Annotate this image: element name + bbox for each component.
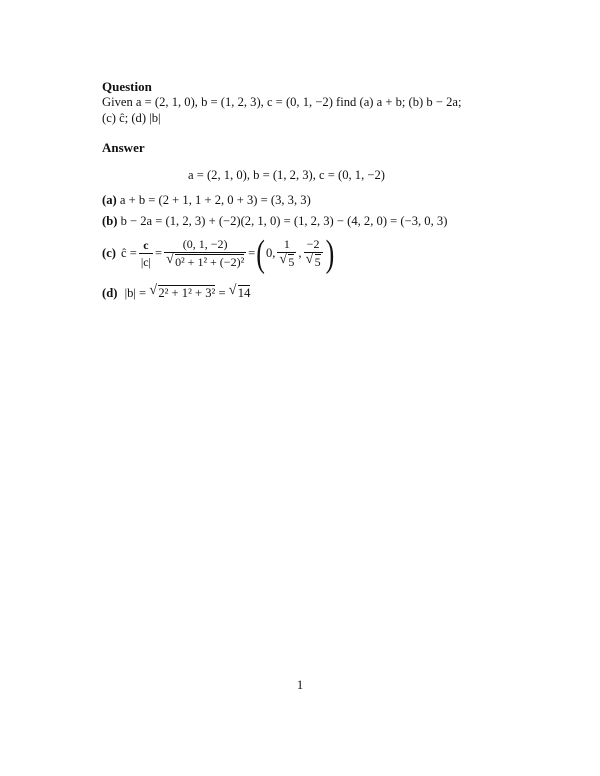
question-heading: Question: [102, 79, 152, 94]
part-c: (c) ĉ = $\frac{c}{|c|}$ = (0, 1, −2) √ 0² + 1² + (−2)² = ( 0, 1 √ 5 , −2 √ 5 ): [102, 237, 335, 270]
question-line-1: Given a = (2, 1, 0), b = (1, 2, 3), c = (0, 1, −2) find (a) a + b; (b) b − 2a;: [102, 95, 462, 109]
frac2-denominator: [164, 252, 246, 269]
right-paren: ): [325, 232, 335, 275]
radicand-2: 14: [237, 286, 251, 300]
part-d: (d) |b| = √ 2² + 1² + 3² = √ 14: [102, 285, 250, 301]
part-a: [102, 193, 311, 208]
tuple-first: 0,: [265, 245, 276, 260]
left-paren: (: [256, 232, 265, 275]
question-line-2: (c) ĉ; (d) |b|: [102, 111, 161, 125]
frac1-denominator: |c|: [140, 254, 151, 269]
part-a-text: a + b = (2 + 1, 1 + 2, 0 + 3) = (3, 3, 3): [119, 193, 311, 207]
given-vectors: a = (2, 1, 0), b = (1, 2, 3), c = (0, 1, −2): [188, 168, 385, 182]
part-b-text: b − 2a = (1, 2, 3) + (−2)(2, 1, 0) = (1, 2, 3) − (4, 2, 0) = (−3, 0, 3): [120, 214, 448, 228]
radicand-1: 2² + 1² + 3²: [158, 286, 216, 300]
part-d-lhs: |b| =: [124, 286, 147, 300]
part-d-label: (d): [102, 286, 118, 300]
part-a-label: (a): [102, 193, 117, 207]
sqrt-symbol: √ 5: [306, 254, 321, 269]
frac1-numerator: c: [143, 237, 149, 252]
part-c-lhs: ĉ =: [120, 245, 137, 260]
c-over-norm-fraction: [139, 238, 153, 270]
c-components-fraction: [164, 237, 246, 270]
answer-heading: Answer: [102, 140, 145, 155]
sqrt-symbol: √ 5: [279, 254, 294, 269]
tuple-fraction-1: 1 √ 5: [277, 237, 296, 270]
sqrt-symbol: [149, 285, 215, 301]
tuple-fraction-2: −2 √ 5: [304, 237, 323, 270]
sqrt-symbol: [229, 285, 251, 301]
frac2-numerator: (0, 1, −2): [182, 237, 228, 251]
page-number: 1: [296, 678, 304, 692]
part-b-label: (b): [102, 214, 118, 228]
part-b: [102, 214, 447, 229]
part-c-label: (c): [102, 245, 116, 260]
sqrt-symbol: √ 0² + 1² + (−2)²: [166, 254, 244, 269]
